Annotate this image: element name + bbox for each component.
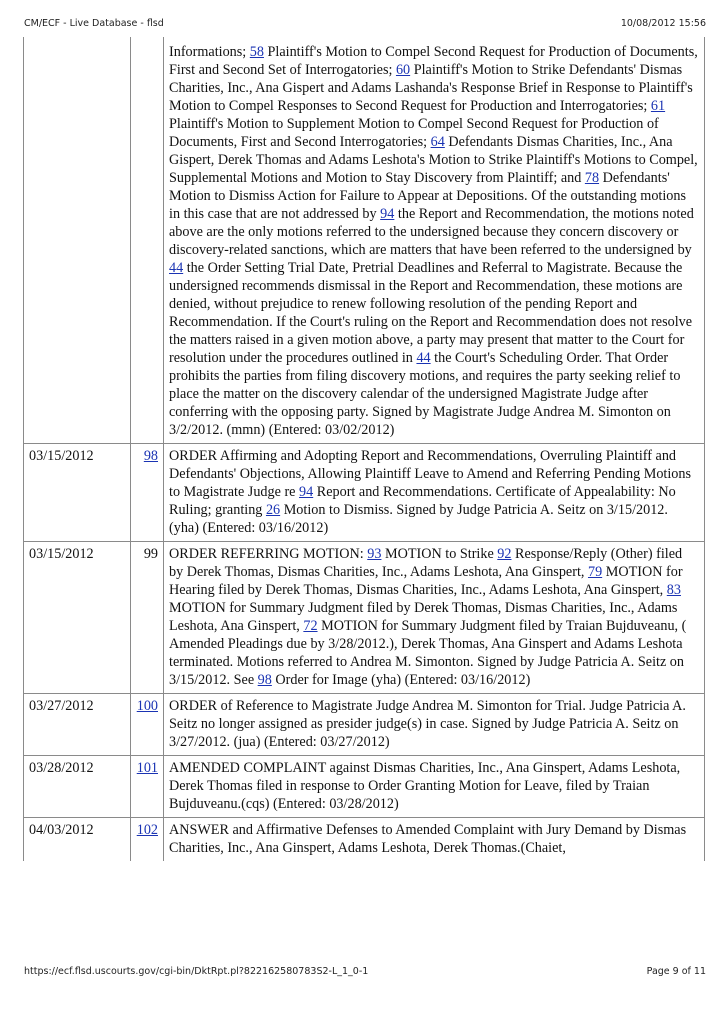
entry-text: Defendants' Motion to Dismiss Action for Failure to Appear at Depositions. Of the outstanding motions in this case that are not addressed by	[169, 170, 687, 222]
page-footer	[24, 966, 706, 977]
entry-text: Report and Recommendations. Certificate of Appealability: No Ruling; granting	[169, 484, 676, 518]
entry-text: Order for Image (yha) (Entered: 03/16/2012)	[271, 672, 531, 688]
entry-text: the Report and Recommendation, the motions noted above are the only motions referred to the undersigned because they concern discovery or discovery-related sanctions, which are matters that have been referred to the undersigned by	[169, 206, 694, 258]
entry-text: ANSWER and Affirmative Defenses to Amended Complaint with Jury Demand by Dismas Charities, Inc., Ana Ginspert, Adams Leshota, Derek Thomas.(Chaiet,	[169, 822, 687, 856]
docket-reference-link[interactable]: 83	[666, 582, 681, 598]
docket-reference-link[interactable]: 61	[650, 98, 666, 114]
header-title: CM/ECF - Live Database - flsd	[24, 18, 164, 29]
entry-date: 03/28/2012	[24, 756, 131, 818]
entry-text: MOTION for Hearing filed by Derek Thomas, Dismas Charities, Inc., Adams Leshota, Ana Ginspert,	[169, 564, 683, 598]
docket-reference-link[interactable]: 72	[303, 618, 318, 634]
entry-text: MOTION for Summary Judgment filed by Traian Bujduveanu, ( Amended Pleadings due by 3/28/2012.), Derek Thomas, Ana Ginspert and Adams Leshota terminated. Motions referred to Andrea M. Simonton. Signed by Judge Patricia A. Seitz on 3/15/2012. See	[169, 618, 687, 688]
header-timestamp: 10/08/2012 15:56	[620, 18, 706, 29]
entry-text: ORDER REFERRING MOTION:	[169, 546, 368, 562]
docket-reference-link[interactable]: 44	[169, 260, 184, 276]
entry-text: ORDER Affirming and Adopting Report and Recommendations, Overruling Plaintiff and Defendants' Objections, Allowing Plaintiff Leave to Amend and Referring Pending Motions to Magistrate Judge re	[169, 448, 692, 500]
entry-date: 03/27/2012	[24, 694, 131, 756]
docket-entry-row	[24, 694, 705, 756]
entry-number-link[interactable]: 100	[136, 698, 158, 714]
docket-reference-link[interactable]: 44	[416, 350, 431, 366]
entry-description	[164, 694, 705, 756]
docket-reference-link[interactable]: 58	[249, 44, 264, 60]
docket-reference-link[interactable]: 64	[430, 134, 445, 150]
entry-number-cell	[131, 444, 164, 542]
entry-number-cell	[131, 818, 164, 862]
entry-text: Response/Reply (Other) filed by Derek Thomas, Dismas Charities, Inc., Adams Leshota, Ana Ginspert,	[169, 546, 683, 580]
entry-description	[164, 37, 705, 444]
docket-reference-link[interactable]: 26	[265, 502, 281, 518]
docket-entry-row	[24, 37, 705, 444]
docket-entry-row	[24, 444, 705, 542]
docket-reference-link[interactable]: 79	[587, 564, 603, 580]
entry-number-cell	[131, 694, 164, 756]
entry-text: ORDER of Reference to Magistrate Judge Andrea M. Simonton for Trial. Judge Patricia A. Seitz no longer assigned as presider judge(s) in case. Signed by Judge Patricia A. Seitz on 3/27/2012. (jua) (Entered: 03/27/2012)	[169, 698, 686, 750]
entry-date	[24, 37, 131, 444]
docket-reference-link[interactable]: 78	[584, 170, 600, 186]
entry-description	[164, 542, 705, 694]
docket-entry-row	[24, 542, 705, 694]
entry-number-link[interactable]: 102	[136, 822, 158, 838]
entry-date: 03/15/2012	[24, 542, 131, 694]
docket-reference-link[interactable]: 92	[497, 546, 512, 562]
docket-reference-link[interactable]: 98	[257, 672, 272, 688]
page-header	[24, 18, 706, 29]
footer-page-number: Page 9 of 11	[646, 966, 706, 977]
entry-text: MOTION for Summary Judgment filed by Derek Thomas, Dismas Charities, Inc., Adams Leshota, Ana Ginspert,	[169, 600, 678, 634]
entry-number: 99	[143, 546, 158, 562]
docket-reference-link[interactable]: 60	[395, 62, 411, 78]
entry-description	[164, 444, 705, 542]
entry-text: the Court's Scheduling Order. That Order prohibits the parties from filing discovery motions, and requires the party seeking relief to place the matter on the discovery calendar of the undersigned Magistrate Judge after conferring with the opposing party. Signed by Magistrate Judge Andrea M. Simonton on 3/2/2012. (mmn) (Entered: 03/02/2012)	[169, 350, 681, 438]
entry-date: 04/03/2012	[24, 818, 131, 862]
docket-reference-link[interactable]: 94	[380, 206, 395, 222]
entry-number-link[interactable]: 101	[136, 760, 158, 776]
entry-text: Plaintiff's Motion to Supplement Motion to Compel Second Request for Production of Documents, First and Second Interrogatories;	[169, 116, 659, 150]
entry-text: the Order Setting Trial Date, Pretrial Deadlines and Referral to Magistrate. Because the undersigned recommends dismissal in the Report and Recommendation, these motions are denied, without prejudice to renew following resolution of the pending Report and Recommendation. If the Court's ruling on the Report and Recommendation does not resolve the matters raised in a given motion above, a party may present that matter to the Court for resolution under the procedures outlined in	[169, 260, 693, 366]
entry-description	[164, 756, 705, 818]
entry-text: Plaintiff's Motion to Strike Defendants' Dismas Charities, Inc., Ana Gispert and Adams Lashanda's Response Brief in Response to Plaintiff's Motion to Compel Responses to Second Request for Production and Interrogatories;	[169, 62, 693, 114]
entry-description	[164, 818, 705, 862]
footer-url: https://ecf.flsd.uscourts.gov/cgi-bin/DktRpt.pl?822162580783S2-L_1_0-1	[24, 966, 369, 977]
entry-text: Informations;	[169, 44, 250, 60]
entry-date: 03/15/2012	[24, 444, 131, 542]
entry-text: MOTION to Strike	[381, 546, 498, 562]
entry-text: Defendants Dismas Charities, Inc., Ana Gispert, Derek Thomas and Adams Leshota's Motion to Strike Plaintiff's Motions to Compel, Supplemental Motions and Motion to Stay Discovery from Plaintiff; and	[169, 134, 698, 186]
docket-table	[23, 37, 705, 861]
docket-reference-link[interactable]: 94	[299, 484, 314, 500]
docket-body	[24, 37, 705, 861]
docket-reference-link[interactable]: 93	[367, 546, 382, 562]
docket-entry-row	[24, 756, 705, 818]
entry-text: Motion to Dismiss. Signed by Judge Patricia A. Seitz on 3/15/2012. (yha) (Entered: 03/16/2012)	[169, 502, 668, 536]
entry-number-cell	[131, 542, 164, 694]
entry-text: AMENDED COMPLAINT against Dismas Charities, Inc., Ana Ginspert, Adams Leshota, Derek Thomas filed in response to Order Granting Motion for Leave, filed by Traian Bujduveanu.(cqs) (Entered: 03/28/2012)	[169, 760, 681, 812]
entry-text: Plaintiff's Motion to Compel Second Request for Production of Documents, First and Second Set of Interrogatories;	[169, 44, 698, 78]
entry-number-cell	[131, 756, 164, 818]
docket-entry-row	[24, 818, 705, 862]
entry-number-cell	[131, 37, 164, 444]
entry-number-link[interactable]: 98	[143, 448, 158, 464]
